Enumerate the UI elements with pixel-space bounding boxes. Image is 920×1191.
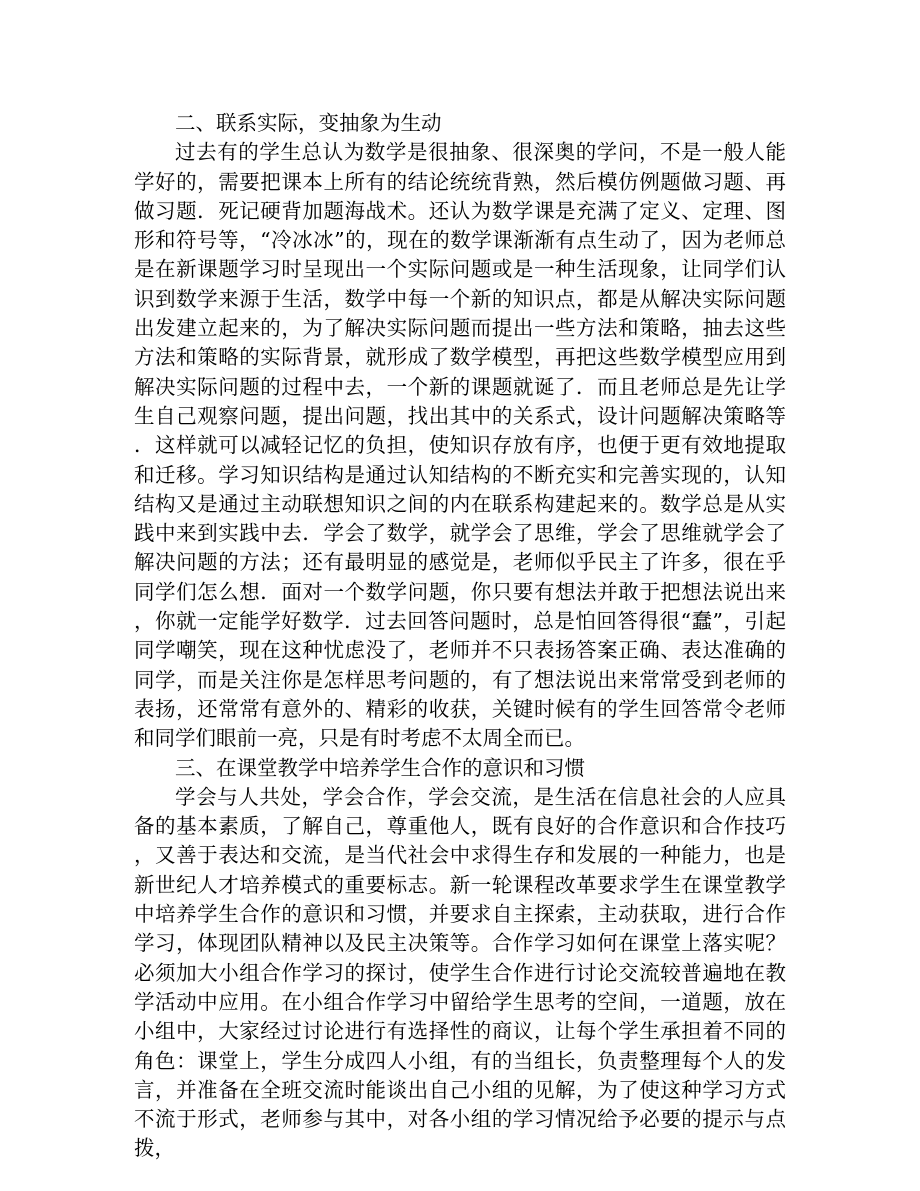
section-3-paragraph: 学会与人共处，学会合作，学会交流，是生活在信息社会的人应具备的基本素质，了解自己，尊重他人，既有良好的合作意识和合作技巧，又善于表达和交流，是当代社会中求得生存和发展的一种能力，也是新世纪人才培养模式的重要标志。新一轮课程改革要求学生在课堂教学中培养学生合作的意识和习惯，并要求自主探索，主动获取，进行合作学习，体现团队精神以及民主决策等。合作学习如何在课堂上落实呢？必须加大小组合作学习的探讨，使学生合作进行讨论交流较普遍地在教学活动中应用。在小组合作学习中留给学生思考的空间，一道题，放在小组中，大家经过讨论进行有选择性的商议，让每个学生承担着不同的角色：课堂上，学生分成四人小组，有的当组长，负责整理每个人的发言，并准备在全班交流时能谈出自己小组的见解，为了使这种学习方式不流于形式，老师参与其中，对各小组的学习情况给予必要的提示与点拨，: [134, 784, 786, 1161]
section-2-paragraph: 过去有的学生总认为数学是很抽象、很深奥的学问，不是一般人能学好的，需要把课本上所有的结论统统背熟，然后模仿例题做习题、再做习题．死记硬背加题海战术。还认为数学课是充满了定义、定理、图形和符号等，“冷冰冰”的，现在的数学课渐渐有点生动了，因为老师总是在新课题学习时呈现出一个实际问题或是一种生活现象，让同学们认识到数学来源于生活，数学中每一个新的知识点，都是从解决实际问题出发建立起来的，为了解决实际问题而提出一些方法和策略，抽去这些方法和策略的实际背景，就形成了数学模型，再把这些数学模型应用到解决实际问题的过程中去，一个新的课题就诞了．而且老师总是先让学生自己观察问题，提出问题，找出其中的关系式，设计问题解决策略等．这样就可以减轻记忆的负担，使知识存放有序，也便于更有效地提取和迁移。学习知识结构是通过认知结构的不断充实和完善实现的，认知结构又是通过主动联想知识之间的内在联系构建起来的。数学总是从实践中来到实践中去．学会了数学，就学会了思维，学会了思维就学会了解决问题的方法；还有最明显的感觉是，老师似乎民主了许多，很在乎同学们怎么想．面对一个数学问题，你只要有想法并敢于把想法说出来，你就一定能学好数学．过去回答问题时，总是怕回答得很“蠢”，引起同学嘲笑，现在这种忧虑没了，老师并不只表扬答案正确、表达准确的同学，而是关注你是怎样思考问题的，有了想法说出来常常受到老师的表扬，还常常有意外的、精彩的收获，关键时候有的学生回答常令老师和同学们眼前一亮，只是有时考虑不太周全而已。: [134, 140, 786, 751]
document-body: [134, 109, 786, 1164]
section-3-heading: 三、在课堂教学中培养学生合作的意识和习惯: [175, 755, 585, 780]
section-2-heading: 二、联系实际，变抽象为生动: [175, 111, 442, 135]
